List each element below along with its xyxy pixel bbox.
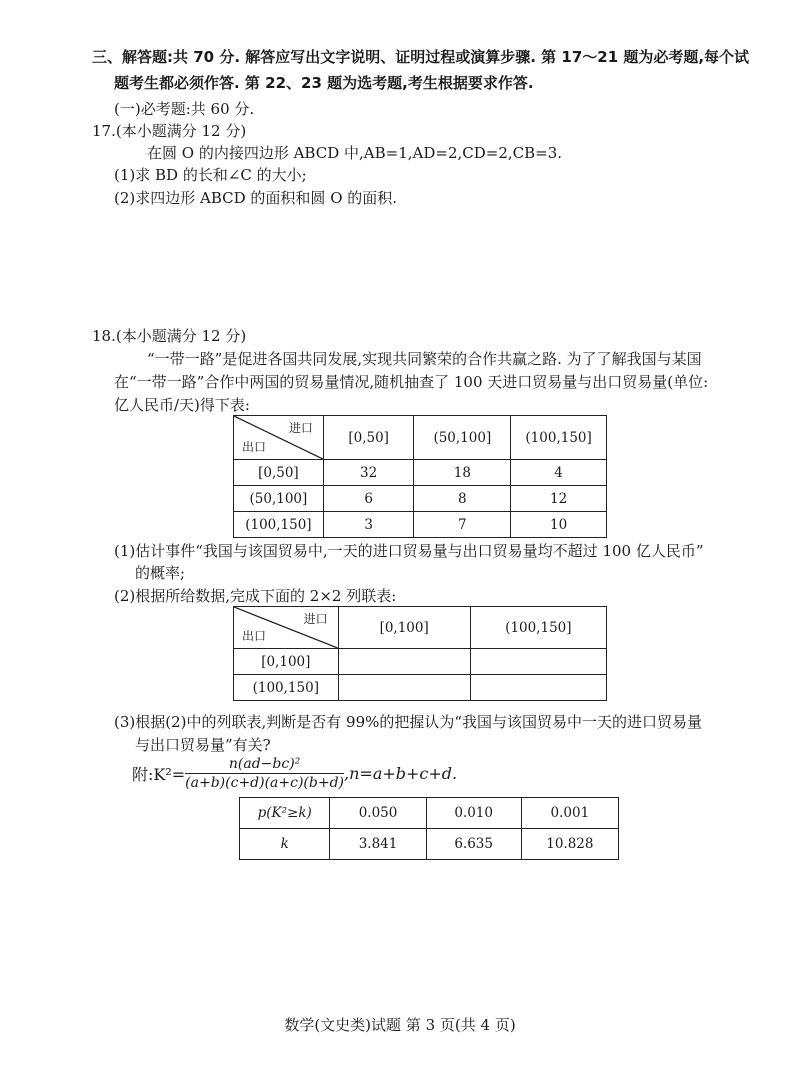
contingency-table bbox=[233, 606, 607, 701]
formula-prefix: 附:K²= bbox=[132, 765, 186, 784]
table1-row-label: [0,50] bbox=[234, 460, 324, 486]
table3-row1-label: p(K²≥k) bbox=[240, 798, 330, 829]
table1-col-header: [0,50] bbox=[323, 416, 414, 460]
table2-empty-cell bbox=[338, 675, 470, 701]
q17-stem: 在圆 O 的内接四边形 ABCD 中,AB=1,AD=2,CD=2,CB=3. bbox=[147, 144, 563, 162]
table1-cell: 32 bbox=[323, 460, 414, 486]
trade-frequency-table bbox=[233, 415, 607, 538]
table-row bbox=[234, 512, 607, 538]
table-row bbox=[240, 798, 619, 829]
table1-cell: 4 bbox=[511, 460, 607, 486]
q18-part1-line1: (1)估计事件“我国与该国贸易中,一天的进口贸易量与出口贸易量均不超过 100 亿人民币” bbox=[114, 542, 704, 560]
section-subheading: (一)必考题:共 60 分. bbox=[114, 100, 255, 118]
table1-cell: 6 bbox=[323, 486, 414, 512]
table2-row-label: (100,150] bbox=[234, 675, 339, 701]
q18-part1-line2: 的概率; bbox=[135, 564, 186, 582]
section-instruction-line2: 题考生都必须作答. 第 22、23 题为选考题,考生根据要求作答. bbox=[114, 74, 534, 92]
table-row bbox=[234, 460, 607, 486]
table2-empty-cell bbox=[470, 649, 606, 675]
table2-empty-cell bbox=[338, 649, 470, 675]
table2-col-header: [0,100] bbox=[338, 607, 470, 649]
table3-cell: 6.635 bbox=[426, 829, 521, 860]
q18-part3-line2: 与出口贸易量”有关? bbox=[135, 736, 271, 754]
table1-corner-import: 进口 bbox=[288, 421, 313, 435]
table-row bbox=[240, 829, 619, 860]
q17-part1: (1)求 BD 的长和∠C 的大小; bbox=[114, 166, 307, 184]
critical-value-table bbox=[239, 797, 619, 860]
q18-stem-line2: 在“一带一路”合作中两国的贸易量情况,随机抽查了 100 天进口贸易量与出口贸易量(单位: bbox=[114, 373, 709, 391]
q18-part3-line1: (3)根据(2)中的列联表,判断是否有 99%的把握认为“我国与该国贸易中一天的进口贸易量 bbox=[114, 713, 703, 731]
table1-corner-export: 出口 bbox=[242, 440, 267, 454]
table1-row-label: (50,100] bbox=[234, 486, 324, 512]
formula-fraction bbox=[185, 756, 344, 791]
q18-stem-line1: “一带一路”是促进各国共同发展,实现共同繁荣的合作共赢之路. 为了了解我国与某国 bbox=[147, 350, 702, 368]
table2-corner-export: 出口 bbox=[242, 629, 267, 643]
table2-empty-cell bbox=[470, 675, 606, 701]
table-row bbox=[234, 675, 607, 701]
table-row bbox=[234, 486, 607, 512]
table1-cell: 8 bbox=[414, 486, 511, 512]
table2-corner-import: 进口 bbox=[303, 612, 328, 626]
table2-row-label: [0,100] bbox=[234, 649, 339, 675]
table3-cell: 0.010 bbox=[426, 798, 521, 829]
table1-cell: 18 bbox=[414, 460, 511, 486]
table1-cell: 12 bbox=[511, 486, 607, 512]
table3-row2-label: k bbox=[240, 829, 330, 860]
chi-square-formula bbox=[132, 756, 457, 791]
table3-cell: 0.050 bbox=[330, 798, 426, 829]
q18-part2: (2)根据所给数据,完成下面的 2×2 列联表: bbox=[114, 587, 397, 605]
q17-header: 17.(本小题满分 12 分) bbox=[92, 122, 247, 140]
formula-denominator: (a+b)(c+d)(a+c)(b+d) bbox=[185, 775, 345, 791]
formula-suffix: ,n=a+b+c+d. bbox=[344, 764, 458, 783]
table1-cell: 10 bbox=[511, 512, 607, 538]
table1-cell: 7 bbox=[414, 512, 511, 538]
formula-numerator: n(ad−bc)² bbox=[185, 756, 344, 774]
table3-cell: 10.828 bbox=[521, 829, 618, 860]
table1-row-label: (100,150] bbox=[234, 512, 324, 538]
section-instruction-line1: 三、解答题:共 70 分. 解答应写出文字说明、证明过程或演算步骤. 第 17～21 题为必考题,每个试 bbox=[92, 48, 750, 66]
table2-col-header: (100,150] bbox=[470, 607, 606, 649]
table1-col-header: (50,100] bbox=[414, 416, 511, 460]
table-row bbox=[234, 649, 607, 675]
table1-cell: 3 bbox=[323, 512, 414, 538]
q17-part2: (2)求四边形 ABCD 的面积和圆 O 的面积. bbox=[114, 189, 398, 207]
table3-cell: 0.001 bbox=[521, 798, 618, 829]
q18-header: 18.(本小题满分 12 分) bbox=[92, 327, 247, 345]
q18-stem-line3: 亿人民币/天)得下表: bbox=[114, 396, 250, 414]
table2-corner-cell bbox=[234, 607, 339, 649]
page-footer: 数学(文史类)试题 第 3 页(共 4 页) bbox=[284, 1016, 516, 1034]
table1-col-header: (100,150] bbox=[511, 416, 607, 460]
table3-cell: 3.841 bbox=[330, 829, 426, 860]
table1-corner-cell bbox=[234, 416, 324, 460]
